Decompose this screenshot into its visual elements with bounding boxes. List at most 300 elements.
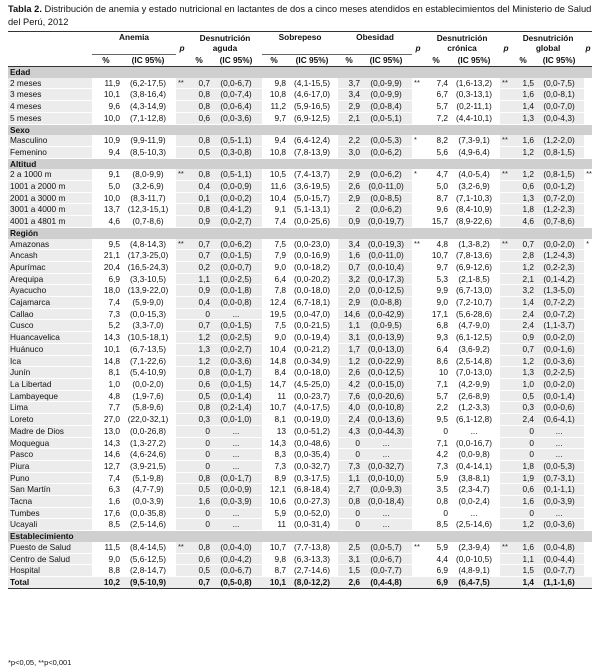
anemia-ic: (16,5-24,3) [120, 261, 176, 273]
aguda-ic: (0,0-0,9) [210, 181, 262, 193]
obesidad-p [412, 297, 424, 309]
anemia-pct: 9,0 [92, 553, 120, 565]
sobrepeso-pct: 9,1 [262, 204, 286, 216]
total-cronica-ic: (6,4-7,5) [448, 576, 500, 588]
global-p [584, 355, 592, 367]
aguda-ic: (0,0-7,4) [210, 89, 262, 101]
obesidad-ic: (0,0-10,8) [360, 402, 412, 414]
cronica-ic: (7,0-13,0) [448, 367, 500, 379]
table-row [8, 414, 592, 426]
cronica-p [500, 390, 512, 402]
anemia-ic: (7,1-22,6) [120, 355, 176, 367]
row-label: Ucayali [8, 519, 92, 531]
header-p-cronica: p [503, 43, 509, 54]
obesidad-p [412, 565, 424, 577]
row-label: Lima [8, 402, 92, 414]
obesidad-ic: (0,0-6,2) [360, 169, 412, 180]
cronica-p [500, 332, 512, 344]
header-row-units [8, 55, 592, 67]
sobrepeso-ic: (0,0-18,0) [286, 285, 338, 297]
obesidad-p [412, 367, 424, 379]
row-label: Huancavelica [8, 332, 92, 344]
anemia-pct: 1,6 [92, 496, 120, 508]
section-title: Región [10, 227, 39, 238]
obesidad-p [412, 261, 424, 273]
global-pct: 1,8 [512, 204, 534, 216]
sobrepeso-ic: (0,0-16,9) [286, 250, 338, 262]
global-ic: (0,6-4,1) [534, 414, 584, 426]
sobrepeso-pct: 9,8 [262, 553, 286, 565]
sobrepeso-pct: 13 [262, 425, 286, 437]
cronica-p [500, 507, 512, 519]
obesidad-ic: (0,0-12,5) [360, 285, 412, 297]
cronica-ic: (0,2-11,1) [448, 101, 500, 113]
obesidad-p [412, 343, 424, 355]
row-label: Masculino [8, 135, 92, 146]
cronica-p [500, 204, 512, 216]
aguda-pct: 0,7 [188, 250, 210, 262]
cronica-p [500, 355, 512, 367]
global-p [584, 181, 592, 193]
anemia-pct: 4,8 [92, 390, 120, 402]
header-p-anemia: p [179, 43, 185, 54]
anemia-ic: (0,0-26,8) [120, 425, 176, 437]
aguda-ic: (0,0-1,5) [210, 320, 262, 332]
aguda-pct: 1,2 [188, 355, 210, 367]
header-sobrepeso: Sobrepeso [262, 32, 338, 44]
table-row [8, 437, 592, 449]
aguda-pct: 0,8 [188, 135, 210, 146]
global-p [584, 112, 592, 124]
global-p: ** [584, 169, 592, 180]
anemia-pct: 14,3 [92, 332, 120, 344]
global-pct: 2,4 [512, 414, 534, 426]
anemia-p [176, 308, 188, 320]
global-ic: (0,0-2,0) [534, 378, 584, 390]
sobrepeso-ic: (6,7-18,1) [286, 297, 338, 309]
global-p [584, 484, 592, 496]
cronica-p [500, 402, 512, 414]
aguda-ic: ... [210, 507, 262, 519]
cronica-p [500, 297, 512, 309]
global-ic: (0,0-7,7) [534, 565, 584, 577]
cronica-p [500, 519, 512, 531]
global-ic: (0,0-5,3) [534, 460, 584, 472]
anemia-p [176, 378, 188, 390]
global-p [584, 449, 592, 461]
obesidad-pct: 2,6 [338, 181, 360, 193]
obesidad-pct: 2,9 [338, 297, 360, 309]
row-label: Ayacucho [8, 285, 92, 297]
row-label: Lambayeque [8, 390, 92, 402]
obesidad-pct: 3,0 [338, 146, 360, 158]
header-row-groups [8, 32, 592, 44]
sobrepeso-ic: (5,0-15,7) [286, 192, 338, 204]
cronica-ic: (4,8-9,1) [448, 565, 500, 577]
global-pct: 1,2 [512, 355, 534, 367]
cronica-p [500, 192, 512, 204]
sobrepeso-ic: (5,1-13,1) [286, 204, 338, 216]
total-obesidad-ic: (0,4-4,8) [360, 576, 412, 588]
aguda-pct: 0,4 [188, 297, 210, 309]
anemia-p [176, 390, 188, 402]
global-p: * [584, 239, 592, 250]
data-table [8, 31, 592, 589]
global-p [584, 216, 592, 228]
cronica-ic: (3,8-8,1) [448, 472, 500, 484]
obesidad-p [412, 378, 424, 390]
total-row-label: Total [8, 576, 92, 588]
cronica-ic: (2,5-14,6) [448, 519, 500, 531]
total-anemia-pct: 10,2 [92, 576, 120, 588]
obesidad-ic: (0,0-6,2) [360, 146, 412, 158]
anemia-ic: (1,3-27,2) [120, 437, 176, 449]
obesidad-p [412, 519, 424, 531]
cronica-p [500, 216, 512, 228]
global-ic: (0,0-1,6) [534, 343, 584, 355]
cronica-pct: 8,6 [424, 355, 448, 367]
table-row [8, 146, 592, 158]
cronica-ic: (8,9-22,6) [448, 216, 500, 228]
aguda-pct: 0,8 [188, 367, 210, 379]
header-p-global: p [585, 43, 591, 54]
row-label: La Libertad [8, 378, 92, 390]
obesidad-p: ** [412, 78, 424, 89]
sobrepeso-ic: (0,0-35,4) [286, 449, 338, 461]
header-blank [584, 55, 592, 67]
global-p [584, 146, 592, 158]
cronica-ic: (2,5-14,8) [448, 355, 500, 367]
obesidad-p [412, 472, 424, 484]
global-pct: 1,5 [512, 78, 534, 89]
obesidad-ic: (0,0-42,9) [360, 308, 412, 320]
cronica-ic: ... [448, 507, 500, 519]
global-p [584, 192, 592, 204]
anemia-p [176, 261, 188, 273]
anemia-ic: (0,7-8,6) [120, 216, 176, 228]
obesidad-pct: 3,7 [338, 78, 360, 89]
obesidad-p [412, 285, 424, 297]
global-ic: (0,8-1,5) [534, 169, 584, 180]
obesidad-ic: ... [360, 507, 412, 519]
global-ic: (0,0-3,6) [534, 519, 584, 531]
cronica-pct: 5,3 [424, 273, 448, 285]
anemia-ic: (5,1-9,8) [120, 472, 176, 484]
cronica-p [500, 261, 512, 273]
obesidad-p [412, 402, 424, 414]
sobrepeso-pct: 9,0 [262, 332, 286, 344]
header-row-p [8, 43, 592, 55]
global-pct: 1,3 [512, 367, 534, 379]
section-title: Sexo [10, 124, 30, 135]
table-row [8, 273, 592, 285]
global-pct: 1,3 [512, 192, 534, 204]
anemia-ic: (0,0-3,9) [120, 496, 176, 508]
obesidad-ic: (0,0-11,0) [360, 250, 412, 262]
table-row [8, 261, 592, 273]
table-row [8, 308, 592, 320]
cronica-pct: 7,1 [424, 437, 448, 449]
obesidad-p [412, 308, 424, 320]
header-ic95: (IC 95%) [219, 54, 253, 65]
obesidad-ic: (0,0-10,0) [360, 472, 412, 484]
global-pct: 1,8 [512, 460, 534, 472]
global-ic: (0,0-2,0) [534, 332, 584, 344]
sobrepeso-pct: 6,4 [262, 273, 286, 285]
sobrepeso-ic: (0,0-21,2) [286, 343, 338, 355]
cronica-ic: (1,6-13,2) [448, 78, 500, 89]
obesidad-p [412, 89, 424, 101]
obesidad-p [412, 507, 424, 519]
global-ic: (0,7-2,2) [534, 297, 584, 309]
obesidad-pct: 2,4 [338, 414, 360, 426]
aguda-pct: 0,9 [188, 285, 210, 297]
sobrepeso-ic: (4,6-17,0) [286, 89, 338, 101]
global-p [584, 402, 592, 414]
anemia-pct: 4,6 [92, 216, 120, 228]
cronica-pct: 9,3 [424, 332, 448, 344]
aguda-ic: (0,0-2,5) [210, 273, 262, 285]
anemia-p [176, 332, 188, 344]
row-label: Piura [8, 460, 92, 472]
header-percent: % [102, 55, 110, 65]
cronica-p [500, 89, 512, 101]
sobrepeso-ic: (0,0-34,9) [286, 355, 338, 367]
global-pct: 0,5 [512, 390, 534, 402]
row-label: Amazonas [8, 239, 92, 250]
sobrepeso-pct: 14,3 [262, 437, 286, 449]
global-p [584, 378, 592, 390]
sobrepeso-ic: (4,5-25,0) [286, 378, 338, 390]
aguda-pct: 0,8 [188, 472, 210, 484]
obesidad-p [412, 332, 424, 344]
obesidad-ic: (0,0-13,6) [360, 414, 412, 426]
anemia-pct: 10,0 [92, 192, 120, 204]
global-ic: (0,0-4,3) [534, 112, 584, 124]
global-p [584, 250, 592, 262]
cronica-p: ** [500, 78, 512, 89]
global-pct: 2,4 [512, 320, 534, 332]
total-obesidad-pct: 2,6 [338, 576, 360, 588]
anemia-p [176, 135, 188, 146]
cronica-p [500, 320, 512, 332]
total-obesidad-p [412, 576, 424, 588]
cronica-pct: 6,8 [424, 320, 448, 332]
aguda-ic: ... [210, 437, 262, 449]
global-ic: (0,0-0,6) [534, 402, 584, 414]
cronica-p [500, 285, 512, 297]
obesidad-ic: (0,0-8,8) [360, 297, 412, 309]
row-label: Ancash [8, 250, 92, 262]
header-blank [412, 55, 424, 67]
table-row [8, 472, 592, 484]
table-row [8, 355, 592, 367]
global-p [584, 273, 592, 285]
cronica-p [500, 449, 512, 461]
cronica-ic: (4,2-9,9) [448, 378, 500, 390]
anemia-ic: (3,8-16,4) [120, 89, 176, 101]
section-header-row [8, 227, 592, 238]
row-label: Moquegua [8, 437, 92, 449]
anemia-pct: 7,7 [92, 402, 120, 414]
sobrepeso-ic: (3,6-19,5) [286, 181, 338, 193]
cronica-ic: (8,4-10,9) [448, 204, 500, 216]
cronica-ic: (6,1-12,8) [448, 414, 500, 426]
obesidad-ic: (0,0-44,3) [360, 425, 412, 437]
row-label: Tacna [8, 496, 92, 508]
obesidad-ic: (0,0-5,3) [360, 135, 412, 146]
obesidad-pct: 2,2 [338, 135, 360, 146]
obesidad-ic: ... [360, 519, 412, 531]
global-p [584, 78, 592, 89]
cronica-p [500, 181, 512, 193]
sobrepeso-pct: 10,4 [262, 343, 286, 355]
global-pct: 0,7 [512, 239, 534, 250]
cronica-ic: (2,1-8,5) [448, 273, 500, 285]
obesidad-pct: 3,4 [338, 239, 360, 250]
obesidad-pct: 4,0 [338, 402, 360, 414]
aguda-pct: 1,3 [188, 343, 210, 355]
aguda-ic: (0,0-6,4) [210, 101, 262, 113]
aguda-ic: (0,0-0,7) [210, 261, 262, 273]
obesidad-pct: 0,9 [338, 216, 360, 228]
anemia-ic: (2,8-14,7) [120, 565, 176, 577]
obesidad-ic: ... [360, 449, 412, 461]
obesidad-pct: 1,1 [338, 472, 360, 484]
global-p [584, 542, 592, 553]
cronica-pct: 5,6 [424, 146, 448, 158]
aguda-ic: (0,0-1,0) [210, 414, 262, 426]
global-ic: (0,0-4,8) [534, 542, 584, 553]
global-pct: 1,3 [512, 112, 534, 124]
cronica-pct: 5,9 [424, 542, 448, 553]
section-title: Edad [10, 67, 31, 77]
cronica-p [500, 146, 512, 158]
row-label: 3001 a 4000 m [8, 204, 92, 216]
aguda-ic: (0,0-6,2) [210, 239, 262, 250]
cronica-ic: (0,0-10,5) [448, 553, 500, 565]
table-row [8, 204, 592, 216]
cronica-pct: 0,8 [424, 496, 448, 508]
global-ic: (0,7-8,6) [534, 216, 584, 228]
obesidad-p [412, 484, 424, 496]
sobrepeso-ic: (0,0-52,0) [286, 507, 338, 519]
obesidad-p: * [412, 169, 424, 180]
cronica-p [500, 308, 512, 320]
sobrepeso-pct: 8,7 [262, 565, 286, 577]
row-label: Apurímac [8, 261, 92, 273]
table-row [8, 390, 592, 402]
global-p [584, 297, 592, 309]
anemia-pct: 18,0 [92, 285, 120, 297]
anemia-p: ** [176, 542, 188, 553]
aguda-ic: (0,0-2,7) [210, 343, 262, 355]
anemia-p [176, 414, 188, 426]
anemia-pct: 13,0 [92, 425, 120, 437]
anemia-p [176, 402, 188, 414]
cronica-p: ** [500, 135, 512, 146]
anemia-p [176, 320, 188, 332]
cronica-ic: (2,3-9,4) [448, 542, 500, 553]
anemia-p [176, 507, 188, 519]
global-p [584, 320, 592, 332]
sobrepeso-pct: 9,0 [262, 261, 286, 273]
header-blank [8, 55, 92, 67]
obesidad-p [412, 112, 424, 124]
total-cronica-p [500, 576, 512, 588]
anemia-ic: (8,5-10,3) [120, 146, 176, 158]
global-pct: 1,1 [512, 553, 534, 565]
anemia-ic: (1,9-7,6) [120, 390, 176, 402]
anemia-p [176, 484, 188, 496]
anemia-p [176, 297, 188, 309]
cronica-ic: (0,3-13,1) [448, 89, 500, 101]
cronica-p [500, 414, 512, 426]
anemia-pct: 7,4 [92, 297, 120, 309]
aguda-pct: 0,9 [188, 216, 210, 228]
row-label: Ica [8, 355, 92, 367]
row-label: 3 meses [8, 89, 92, 101]
row-label: 2001 a 3000 m [8, 192, 92, 204]
header-desnutricion-aguda: Desnutrición aguda [188, 32, 262, 55]
obesidad-pct: 4,2 [338, 378, 360, 390]
sobrepeso-ic: (0,0-31,4) [286, 519, 338, 531]
cronica-ic: (3,2-6,9) [448, 181, 500, 193]
anemia-ic: (6,7-13,5) [120, 343, 176, 355]
anemia-ic: (8,4-14,5) [120, 542, 176, 553]
table-row [8, 192, 592, 204]
aguda-ic: (0,0-0,2) [210, 192, 262, 204]
obesidad-ic: (0,0-9,9) [360, 78, 412, 89]
anemia-pct: 8,1 [92, 367, 120, 379]
sobrepeso-pct: 9,4 [262, 135, 286, 146]
obesidad-pct: 1,1 [338, 320, 360, 332]
table-row [8, 542, 592, 553]
sobrepeso-pct: 8,3 [262, 449, 286, 461]
anemia-p [176, 367, 188, 379]
aguda-pct: 0,6 [188, 112, 210, 124]
global-pct: 1,5 [512, 565, 534, 577]
sobrepeso-ic: (2,7-14,6) [286, 565, 338, 577]
global-ic: (0,0-1,4) [534, 390, 584, 402]
row-label: Cajamarca [8, 297, 92, 309]
cronica-pct: 6,7 [424, 89, 448, 101]
cronica-pct: 3,5 [424, 484, 448, 496]
anemia-ic: (4,8-14,3) [120, 239, 176, 250]
anemia-p [176, 101, 188, 113]
global-ic: (0,8-1,5) [534, 146, 584, 158]
aguda-pct: 0 [188, 519, 210, 531]
global-ic: (0,0-4,4) [534, 553, 584, 565]
global-pct: 1,6 [512, 89, 534, 101]
sobrepeso-pct: 8,4 [262, 367, 286, 379]
table-caption [8, 3, 592, 28]
anemia-ic: (7,1-12,8) [120, 112, 176, 124]
aguda-ic: (0,0-4,0) [210, 542, 262, 553]
anemia-ic: (17,3-25,0) [120, 250, 176, 262]
anemia-ic: (0,0-15,3) [120, 308, 176, 320]
obesidad-ic: (0,0-9,3) [360, 484, 412, 496]
table-row [8, 553, 592, 565]
anemia-pct: 17,6 [92, 507, 120, 519]
anemia-pct: 11,9 [92, 78, 120, 89]
table-row [8, 565, 592, 577]
obesidad-pct: 1,5 [338, 565, 360, 577]
aguda-ic: (0,0-0,8) [210, 297, 262, 309]
row-label: 2 meses [8, 78, 92, 89]
global-pct: 1,4 [512, 101, 534, 113]
global-p [584, 204, 592, 216]
